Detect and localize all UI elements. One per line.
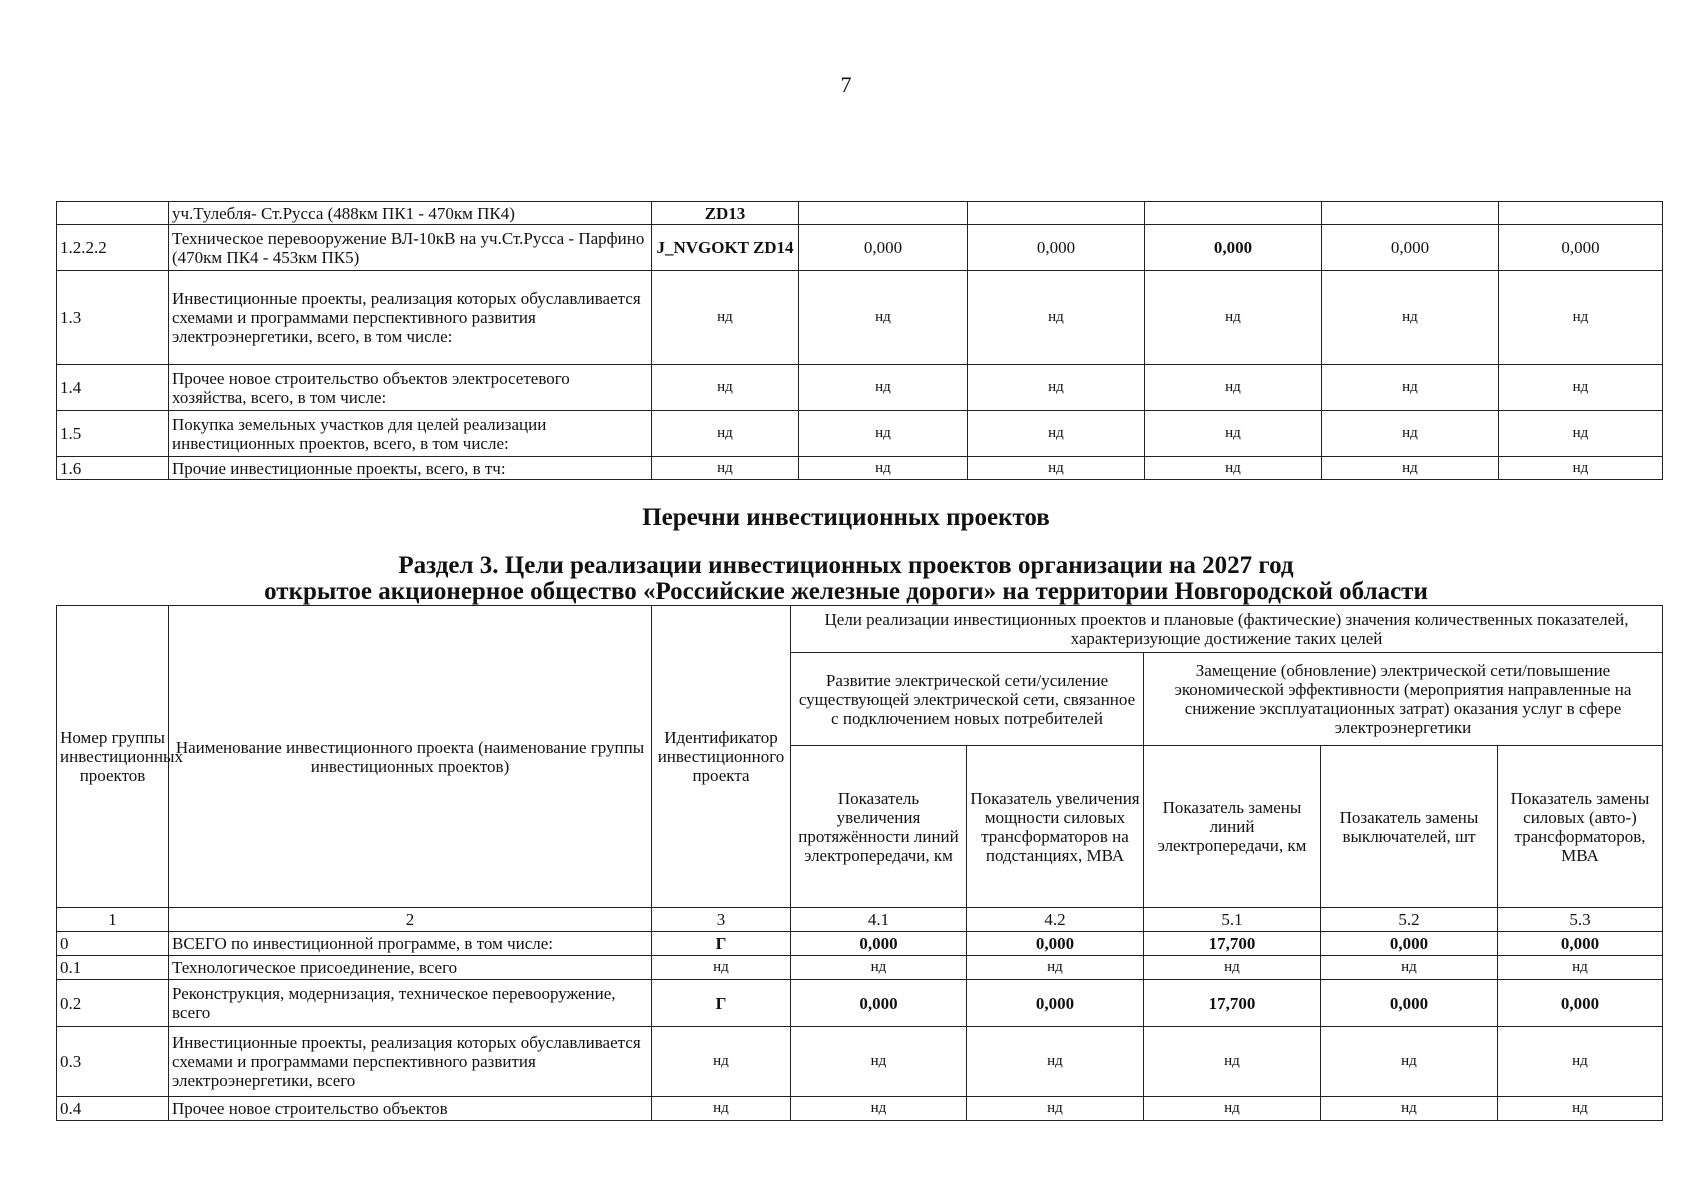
project-name: Реконструкция, модернизация, техническое перевооружение, всего [169, 980, 652, 1027]
project-id: Г [652, 932, 791, 956]
header-number: Номер группы инвестиционных проектов [57, 606, 169, 908]
project-id: нд [652, 1027, 791, 1097]
row-number: 0.4 [57, 1097, 169, 1121]
value-cell: нд [968, 271, 1145, 365]
header-5-3: Показатель замены силовых (авто-) трансформаторов, МВА [1498, 746, 1663, 908]
header-id: Идентификатор инвестиционного проекта [652, 606, 791, 908]
value-cell: 0,000 [1498, 980, 1663, 1027]
row-number: 1.4 [57, 365, 169, 411]
value-cell: 0,000 [967, 980, 1144, 1027]
project-name: Прочее новое строительство объектов электросетевого хозяйства, всего, в том числе: [169, 365, 652, 411]
value-cell: нд [967, 1097, 1144, 1121]
value-cell: нд [1499, 271, 1663, 365]
value-cell: нд [799, 271, 968, 365]
table-row [57, 365, 1663, 411]
value-cell: нд [799, 365, 968, 411]
project-name: Технологическое присоединение, всего [169, 956, 652, 980]
heading-lists: Перечни инвестиционных проектов [642, 504, 1050, 531]
column-numbers-row [57, 908, 1663, 932]
value-cell [1322, 202, 1499, 225]
header-goals: Цели реализации инвестиционных проектов и плановые (фактические) значения количественных показателей, характеризующие достижение таких целей [791, 606, 1663, 653]
value-cell: нд [1145, 365, 1322, 411]
value-cell: 0,000 [1321, 980, 1498, 1027]
value-cell: нд [1321, 1097, 1498, 1121]
header-row [57, 606, 1663, 653]
table-row [57, 1027, 1663, 1097]
row-number: 1.3 [57, 271, 169, 365]
section-heading-line2: открытое акционерное общество «Российские железные дороги» на территории Новгородской области [264, 578, 1428, 605]
project-name: Покупка земельных участков для целей реализации инвестиционных проектов, всего, в том числе: [169, 411, 652, 457]
project-name: уч.Тулебля- Ст.Русса (488км ПК1 - 470км ПК4) [169, 202, 652, 225]
row-number [57, 202, 169, 225]
value-cell: нд [1499, 457, 1663, 480]
value-cell: нд [1322, 365, 1499, 411]
project-id: J_NVGOKT ZD14 [652, 225, 799, 271]
value-cell [968, 202, 1145, 225]
project-id: нд [652, 956, 791, 980]
table-row [57, 411, 1663, 457]
project-name: Техническое перевооружение ВЛ-10кВ на уч.Ст.Русса - Парфино (470км ПК4 - 453км ПК5) [169, 225, 652, 271]
section-heading-line1: Раздел 3. Цели реализации инвестиционных проектов организации на 2027 год [398, 552, 1294, 579]
row-number: 0.3 [57, 1027, 169, 1097]
value-cell: нд [799, 411, 968, 457]
column-number: 5.2 [1321, 908, 1498, 932]
value-cell: нд [1498, 956, 1663, 980]
column-number: 5.1 [1144, 908, 1321, 932]
table-row [57, 956, 1663, 980]
value-cell: 0,000 [1499, 225, 1663, 271]
value-cell: нд [1145, 271, 1322, 365]
project-id: Г [652, 980, 791, 1027]
value-cell: нд [1145, 457, 1322, 480]
header-name: Наименование инвестиционного проекта (наименование группы инвестиционных проектов) [169, 606, 652, 908]
project-id: нд [652, 457, 799, 480]
value-cell: нд [968, 457, 1145, 480]
header-group-4: Развитие электрической сети/усиление существующей электрической сети, связанное с подключением новых потребителей [791, 653, 1144, 746]
table-row [57, 457, 1663, 480]
value-cell: 0,000 [968, 225, 1145, 271]
value-cell: нд [967, 1027, 1144, 1097]
table-row [57, 980, 1663, 1027]
project-name: Инвестиционные проекты, реализация которых обуславливается схемами и программами перспективного развития электроэнергетики, всего, в том числе: [169, 271, 652, 365]
value-cell: 0,000 [1321, 932, 1498, 956]
value-cell: 0,000 [791, 932, 967, 956]
value-cell: нд [1144, 1097, 1321, 1121]
row-number: 0 [57, 932, 169, 956]
row-number: 1.6 [57, 457, 169, 480]
value-cell: нд [1145, 411, 1322, 457]
value-cell: нд [1322, 457, 1499, 480]
value-cell: нд [1499, 411, 1663, 457]
project-id: нд [652, 365, 799, 411]
project-name: Прочие инвестиционные проекты, всего, в тч: [169, 457, 652, 480]
value-cell: 17,700 [1144, 980, 1321, 1027]
table-row [57, 225, 1663, 271]
project-name: ВСЕГО по инвестиционной программе, в том числе: [169, 932, 652, 956]
value-cell: нд [791, 1097, 967, 1121]
table-row [57, 271, 1663, 365]
header-4-2: Показатель увеличения мощности силовых трансформаторов на подстанциях, МВА [967, 746, 1144, 908]
value-cell: нд [1321, 1027, 1498, 1097]
value-cell: нд [1498, 1027, 1663, 1097]
value-cell: нд [1322, 271, 1499, 365]
row-number: 0.2 [57, 980, 169, 1027]
value-cell: нд [967, 956, 1144, 980]
project-name: Инвестиционные проекты, реализация которых обуславливается схемами и программами перспективного развития электроэнергетики, всего [169, 1027, 652, 1097]
value-cell: 0,000 [791, 980, 967, 1027]
value-cell: нд [1322, 411, 1499, 457]
row-number: 0.1 [57, 956, 169, 980]
project-id: нд [652, 271, 799, 365]
project-id: нд [652, 1097, 791, 1121]
header-5-2: Позакатель замены выключателей, шт [1321, 746, 1498, 908]
value-cell [1145, 202, 1322, 225]
value-cell: 0,000 [1322, 225, 1499, 271]
project-id: нд [652, 411, 799, 457]
header-group-5: Замещение (обновление) электрической сети/повышение экономической эффективности (мероприятия направленные на снижение эксплуатационных затрат) оказания услуг в сфере электроэнергетики [1144, 653, 1663, 746]
value-cell: 17,700 [1144, 932, 1321, 956]
table-row [57, 202, 1663, 225]
value-cell: 0,000 [1145, 225, 1322, 271]
table-row [57, 1097, 1663, 1121]
column-number: 4.2 [967, 908, 1144, 932]
table-row [57, 932, 1663, 956]
value-cell: нд [1498, 1097, 1663, 1121]
value-cell: нд [1499, 365, 1663, 411]
project-name: Прочее новое строительство объектов [169, 1097, 652, 1121]
value-cell [1499, 202, 1663, 225]
value-cell [799, 202, 968, 225]
value-cell: 0,000 [1498, 932, 1663, 956]
column-number: 2 [169, 908, 652, 932]
header-5-1: Показатель замены линий электропередачи, км [1144, 746, 1321, 908]
value-cell: нд [799, 457, 968, 480]
column-number: 3 [652, 908, 791, 932]
column-number: 1 [57, 908, 169, 932]
main-table [56, 605, 1663, 1121]
section-heading [0, 553, 1692, 605]
header-4-1: Показатель увеличения протяжённости линий электропередачи, км [791, 746, 967, 908]
value-cell: нд [1144, 956, 1321, 980]
column-number: 4.1 [791, 908, 967, 932]
row-number: 1.2.2.2 [57, 225, 169, 271]
value-cell: 0,000 [967, 932, 1144, 956]
row-number: 1.5 [57, 411, 169, 457]
top-table [56, 201, 1663, 480]
value-cell: нд [791, 956, 967, 980]
value-cell: нд [1321, 956, 1498, 980]
project-id: ZD13 [652, 202, 799, 225]
value-cell: нд [1144, 1027, 1321, 1097]
value-cell: нд [791, 1027, 967, 1097]
value-cell: нд [968, 365, 1145, 411]
column-number: 5.3 [1498, 908, 1663, 932]
value-cell: 0,000 [799, 225, 968, 271]
page-number: 7 [840, 72, 852, 97]
value-cell: нд [968, 411, 1145, 457]
